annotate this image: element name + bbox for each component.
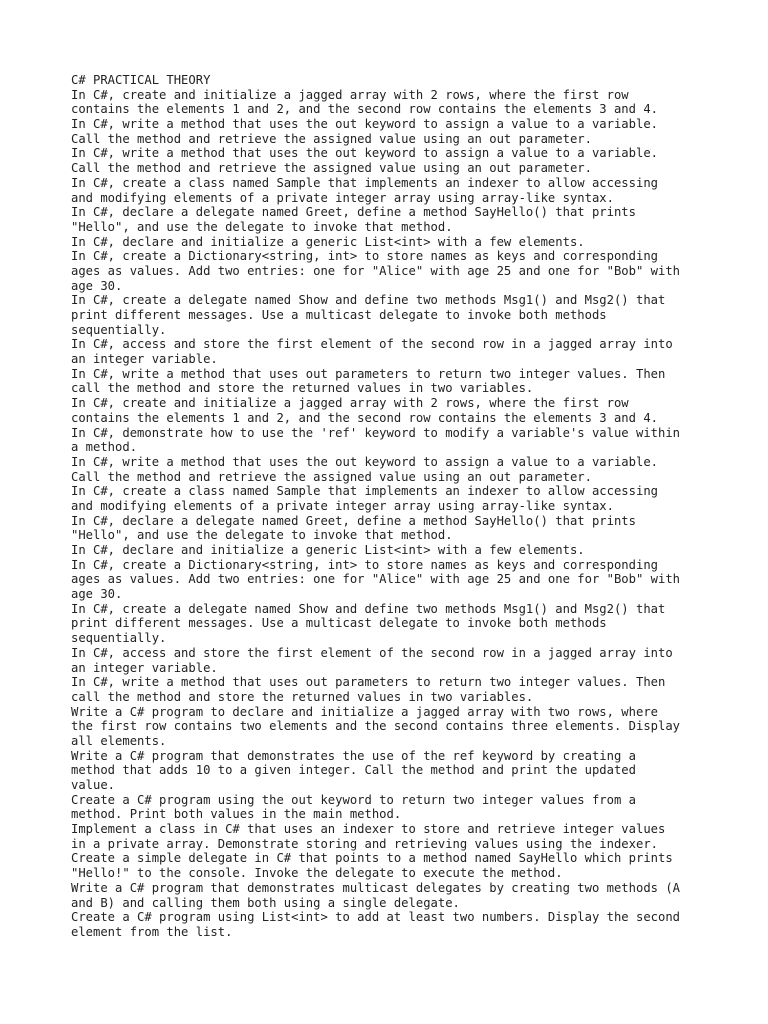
document-line: age 30. <box>71 587 123 602</box>
document-line: In C#, demonstrate how to use the 'ref' keyword to modify a variable's value within <box>71 425 681 440</box>
document-line: In C#, declare a delegate named Greet, define a method SayHello() that prints <box>71 513 636 528</box>
document-line: print different messages. Use a multicast delegate to invoke both methods <box>71 308 607 322</box>
document-line: In C#, declare and initialize a generic List<int> with a few elements. <box>71 234 585 249</box>
document-line: Call the method and retrieve the assigned value using an out parameter. <box>71 469 592 484</box>
document-line: Write a C# program that demonstrates the use of the ref keyword by creating a <box>71 748 636 763</box>
document-line: Call the method and retrieve the assigned value using an out parameter. <box>71 161 592 176</box>
document-line: element from the list. <box>71 924 233 939</box>
document-line: method. Print both values in the main method. <box>71 807 402 822</box>
document-line: Implement a class in C# that uses an indexer to store and retrieve integer values <box>71 822 666 837</box>
document-line: Write a C# program that demonstrates multicast delegates by creating two methods (A <box>71 880 681 895</box>
document-line: sequentially. <box>71 322 167 337</box>
document-line: and B) and calling them both using a single delegate. <box>71 895 460 910</box>
document-line: and modifying elements of a private integer array using array-like syntax. <box>71 498 614 513</box>
document-line: the first row contains two elements and the second contains three elements. Display <box>71 719 681 734</box>
document-line: In C#, write a method that uses out parameters to return two integer values. Then <box>71 366 666 381</box>
document-line: In C#, create a delegate named Show and define two methods Msg1() and Msg2() that <box>71 601 666 616</box>
document-line: all elements. <box>71 733 167 748</box>
document-line: Create a C# program using List<int> to add at least two numbers. Display the second <box>71 910 681 925</box>
document-line: "Hello!" to the console. Invoke the delegate to execute the method. <box>71 866 563 881</box>
document-line: contains the elements 1 and 2, and the second row contains the elements 3 and 4. <box>71 410 658 425</box>
document-line: contains the elements 1 and 2, and the second row contains the elements 3 and 4. <box>71 102 658 117</box>
document-line: an integer variable. <box>71 660 218 675</box>
document-line: In C#, access and store the first element of the second row in a jagged array into <box>71 337 673 352</box>
document-line: In C#, declare a delegate named Greet, define a method SayHello() that prints <box>71 205 636 220</box>
document-line: In C#, create a class named Sample that implements an indexer to allow accessing <box>71 484 658 499</box>
document-line: and modifying elements of a private integer array using array-like syntax. <box>71 190 614 205</box>
document-line: In C#, create a delegate named Show and define two methods Msg1() and Msg2() that <box>71 293 666 308</box>
document-line: print different messages. Use a multicast delegate to invoke both methods <box>71 616 607 631</box>
document-line: a method. <box>71 440 138 455</box>
document-line: In C#, declare and initialize a generic List<int> with a few elements. <box>71 543 585 557</box>
document-line: In C#, create a class named Sample that implements an indexer to allow accessing <box>71 175 658 190</box>
document-title: C# PRACTICAL THEORY <box>71 73 211 87</box>
document-line: ages as values. Add two entries: one for "Alice" with age 25 and one for "Bob" with <box>71 572 681 587</box>
document-line: call the method and store the returned values in two variables. <box>71 381 534 396</box>
document-line: In C#, access and store the first element of the second row in a jagged array into <box>71 645 673 660</box>
document-line: In C#, create and initialize a jagged array with 2 rows, where the first row <box>71 396 629 411</box>
document-line: call the method and store the returned values in two variables. <box>71 689 534 704</box>
document-line: Call the method and retrieve the assigned value using an out parameter. <box>71 131 592 146</box>
document-line: In C#, write a method that uses the out keyword to assign a value to a variable. <box>71 454 658 469</box>
document-line: value. <box>71 778 116 792</box>
document-line: Write a C# program to declare and initialize a jagged array with two rows, where <box>71 704 658 719</box>
document-line: In C#, create and initialize a jagged array with 2 rows, where the first row <box>71 87 629 102</box>
document-line: In C#, write a method that uses out parameters to return two integer values. Then <box>71 675 666 690</box>
document-line: "Hello", and use the delegate to invoke that method. <box>71 528 453 543</box>
document-line: In C#, write a method that uses the out keyword to assign a value to a variable. <box>71 146 658 161</box>
document-line: sequentially. <box>71 631 167 646</box>
document-page <box>71 73 711 940</box>
document-line: In C#, create a Dictionary<string, int> to store names as keys and corresponding <box>71 557 658 572</box>
document-line: in a private array. Demonstrate storing and retrieving values using the indexer. <box>71 836 658 851</box>
document-line: ages as values. Add two entries: one for "Alice" with age 25 and one for "Bob" with <box>71 263 681 278</box>
document-line: In C#, create a Dictionary<string, int> to store names as keys and corresponding <box>71 249 658 264</box>
document-line: method that adds 10 to a given integer. Call the method and print the updated <box>71 763 636 778</box>
document-line: Create a C# program using the out keyword to return two integer values from a <box>71 792 636 807</box>
document-line: In C#, write a method that uses the out keyword to assign a value to a variable. <box>71 117 658 132</box>
document-line: Create a simple delegate in C# that points to a method named SayHello which prints <box>71 851 673 866</box>
document-line: age 30. <box>71 278 123 293</box>
document-line: an integer variable. <box>71 352 218 367</box>
document-line: "Hello", and use the delegate to invoke that method. <box>71 219 453 234</box>
